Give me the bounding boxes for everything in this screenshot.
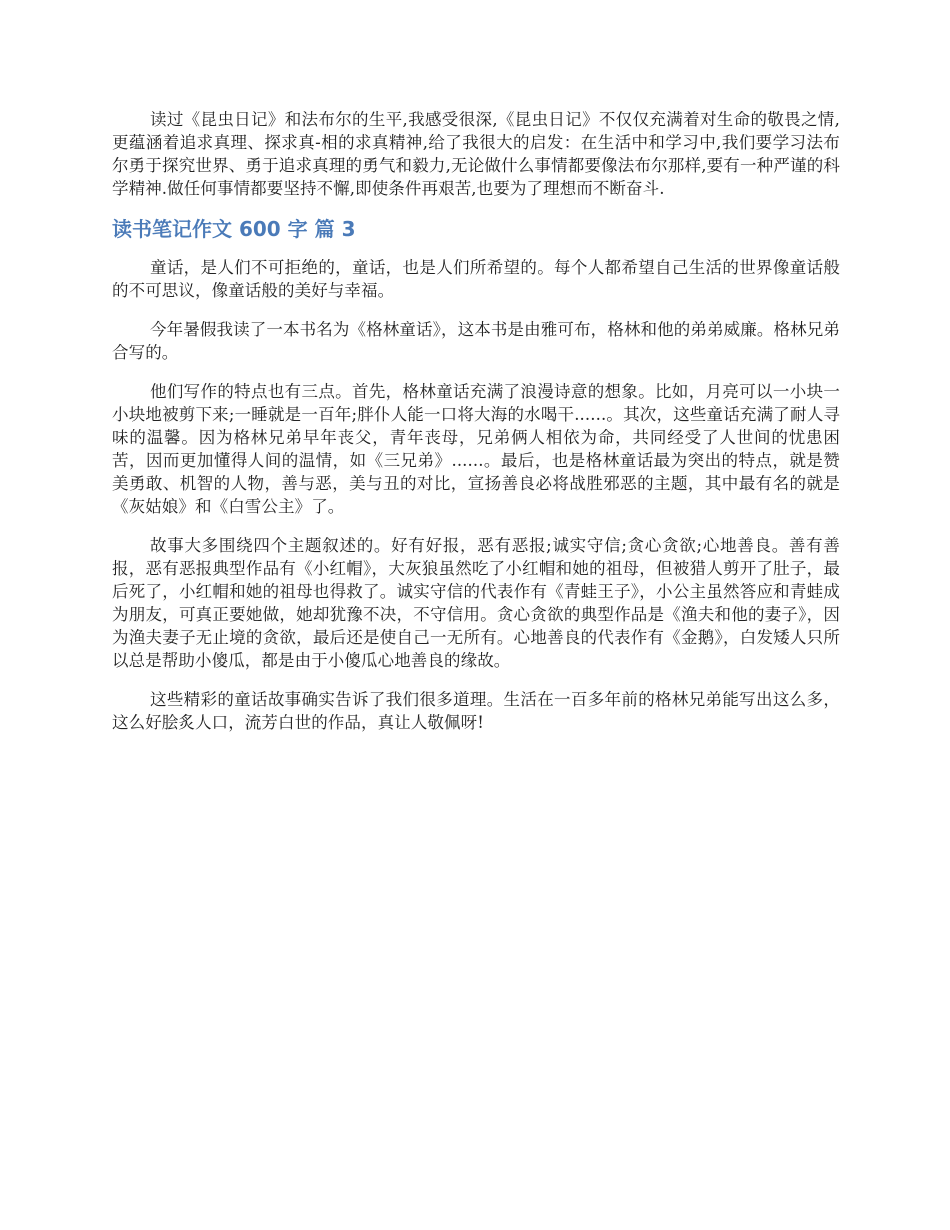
body-paragraph-1: 童话，是人们不可拒绝的，童话，也是人们所希望的。每个人都希望自己生活的世界像童话般的不可思议，像童话般的美好与幸福。 <box>112 258 840 300</box>
body-paragraph-2: 今年暑假我读了一本书名为《格林童话》，这本书是由雅可布，格林和他的弟弟威廉。格林兄弟合写的。 <box>112 320 840 362</box>
body-paragraph-4: 故事大多围绕四个主题叙述的。好有好报，恶有恶报;诚实守信;贪心贪欲;心地善良。善有善报，恶有恶报典型作品有《小红帽》，大灰狼虽然吃了小红帽和她的祖母，但被猎人剪开了肚子，最后死了，小红帽和她的祖母也得救了。诚实守信的代表作有《青蛙王子》，小公主虽然答应和青蛙成为朋友，可真正要她做，她却犹豫不决，不守信用。贪心贪欲的典型作品是《渔夫和他的妻子》，因为渔夫妻子无止境的贪欲，最后还是使自己一无所有。心地善良的代表作有《金鹅》，白发矮人只所以总是帮助小傻瓜，都是由于小傻瓜心地善良的缘故。 <box>112 536 840 670</box>
section-heading: 读书笔记作文 600 字 篇 3 <box>112 217 356 241</box>
document-page <box>112 108 840 750</box>
body-paragraph-3: 他们写作的特点也有三点。首先，格林童话充满了浪漫诗意的想象。比如，月亮可以一小块一小块地被剪下来;一睡就是一百年;胖仆人能一口将大海的水喝干......。其次，这些童话充满了耐人寻味的温馨。因为格林兄弟早年丧父，青年丧母，兄弟俩人相依为命，共同经受了人世间的忧患困苦，因而更加懂得人间的温情，如《三兄弟》......。最后，也是格林童话最为突出的特点，就是赞美勇敢、机智的人物，善与恶，美与丑的对比，宣扬善良必将战胜邪恶的主题，其中最有名的就是《灰姑娘》和《白雪公主》了。 <box>112 382 840 516</box>
intro-paragraph: 读过《昆虫日记》和法布尔的生平,我感受很深,《昆虫日记》不仅仅充满着对生命的敬畏之情,更蕴涵着追求真理、探求真-相的求真精神,给了我很大的启发：在生活中和学习中,我们要学习法布尔勇于探究世界、勇于追求真理的勇气和毅力,无论做什么事情都要像法布尔那样,要有一种严谨的科学精神.做任何事情都要坚持不懈,即使条件再艰苦,也要为了理想而不断奋斗. <box>112 110 840 198</box>
body-paragraph-5: 这些精彩的童话故事确实告诉了我们很多道理。生活在一百多年前的格林兄弟能写出这么多，这么好脍炙人口，流芳白世的作品，真让人敬佩呀! <box>112 690 840 732</box>
